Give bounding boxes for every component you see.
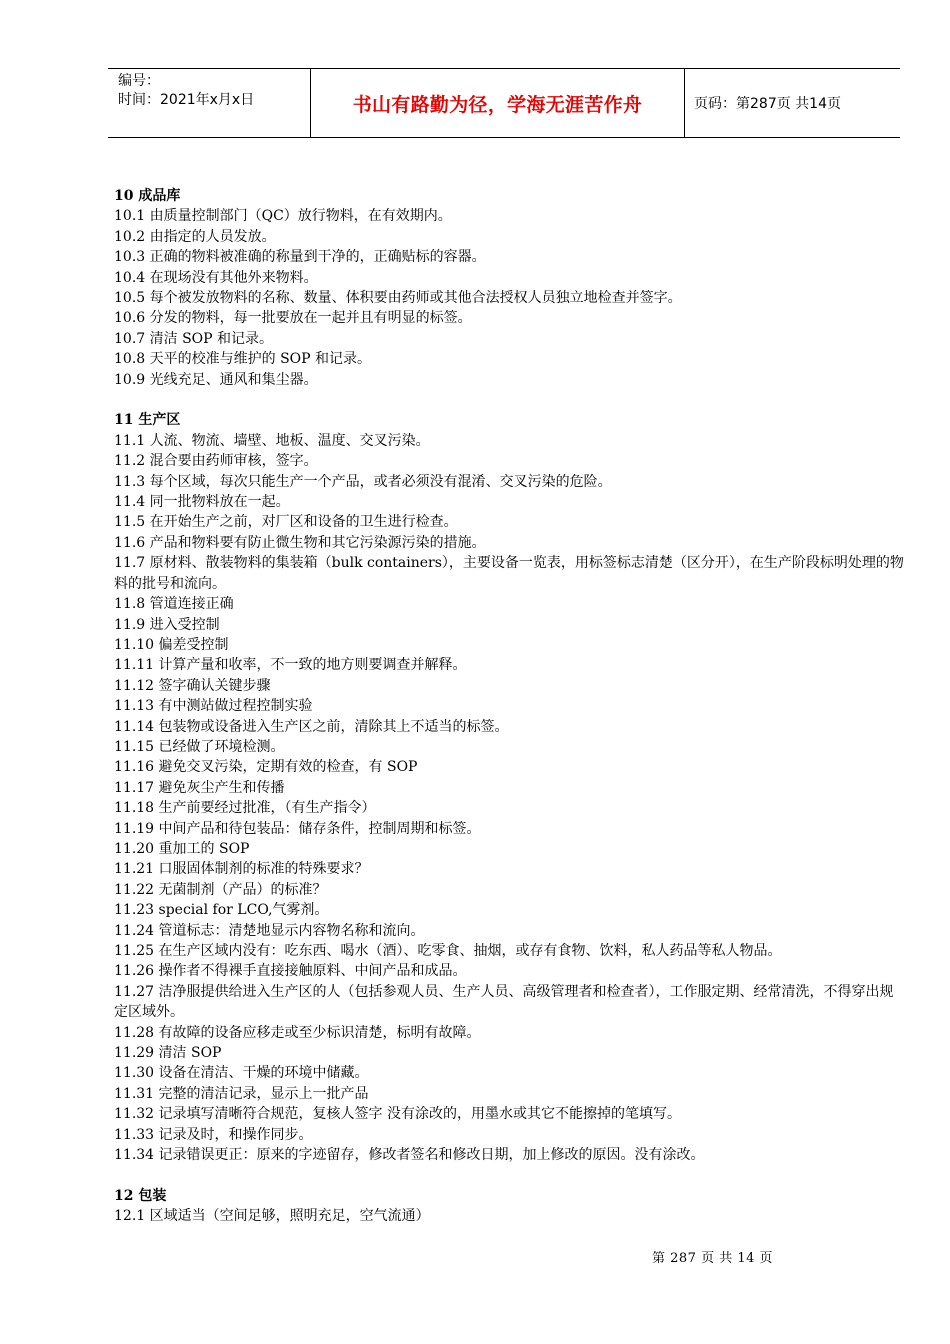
document-line: 11.1 人流、物流、墙壁、地板、温度、交叉污染。 — [114, 432, 430, 449]
document-line: 11.30 设备在清洁、干燥的环境中储藏。 — [114, 1065, 369, 1082]
document-line: 10.2 由指定的人员发放。 — [114, 228, 276, 245]
document-line: 11.34 记录错误更正：原来的字迹留存，修改者签名和修改日期，加上修改的原因。没有涂改。 — [114, 1147, 705, 1164]
document-line: 11.17 避免灰尘产生和传播 — [114, 779, 285, 796]
document-line: 11.3 每个区域，每次只能生产一个产品，或者必须没有混淆、交叉污染的危险。 — [114, 473, 612, 490]
document-line: 11.11 计算产量和收率，不一致的地方则要调查并解释。 — [114, 657, 467, 674]
document-line: 11.18 生产前要经过批准，（有生产指令） — [114, 800, 376, 817]
document-line: 11.5 在开始生产之前，对厂区和设备的卫生进行检查。 — [114, 514, 458, 531]
document-line: 10.3 正确的物料被准确的称量到干净的，正确贴标的容器。 — [114, 249, 486, 266]
page-header — [108, 68, 900, 138]
document-line: 11.12 签字确认关键步骤 — [114, 677, 271, 694]
header-page-number: 页码：第287页 共14页 — [694, 96, 841, 112]
header-motto: 书山有路勤为径，学海无涯苦作舟 — [311, 69, 685, 137]
document-line: 11.27 洁净服提供给进入生产区的人（包括参观人员、生产人员、高级管理者和检查者），工作服定期、经常清洗，不得穿出规定区域外。 — [114, 983, 894, 1021]
document-line: 10.1 由质量控制部门（QC）放行物料，在有效期内。 — [114, 208, 452, 225]
document-line: 11.15 已经做了环境检测。 — [114, 738, 285, 755]
document-line: 11.21 口服固体制剂的标准的特殊要求？ — [114, 861, 369, 878]
document-line: 10.9 光线充足、通风和集尘器。 — [114, 371, 318, 388]
document-line: 12.1 区域适当（空间足够，照明充足，空气流通） — [114, 1208, 430, 1225]
document-line: 11.31 完整的清洁记录，显示上一批产品 — [114, 1085, 369, 1102]
document-line: 11.4 同一批物料放在一起。 — [114, 494, 290, 511]
document-line: 11.8 管道连接正确 — [114, 596, 234, 613]
section-title: 12 包装 — [114, 1187, 167, 1204]
document-line: 11.9 进入受控制 — [114, 616, 220, 633]
document-line: 11.10 偏差受控制 — [114, 636, 229, 653]
document-line: 11.33 记录及时，和操作同步。 — [114, 1126, 313, 1143]
document-line: 10.4 在现场没有其他外来物料。 — [114, 269, 318, 286]
document-line: 11.24 管道标志：清楚地显示内容物名称和流向。 — [114, 922, 425, 939]
document-line: 11.16 避免交叉污染，定期有效的检查，有 SOP — [114, 759, 418, 776]
header-meta — [108, 69, 311, 137]
document-line: 11.19 中间产品和待包装品：储存条件，控制周期和标签。 — [114, 820, 481, 837]
section-title: 10 成品库 — [114, 188, 181, 204]
document-line: 11.7 原材料、散装物料的集装箱（bulk containers），主要设备一览表，用标签标志清楚（区分开），在生产阶段标明处理的物料的批号和流向。 — [114, 555, 904, 592]
document-line: 11.6 产品和物料要有防止微生物和其它污染源污染的措施。 — [114, 534, 486, 551]
section-spacer — [114, 1165, 904, 1185]
document-line: 11.20 重加工的 SOP — [114, 840, 250, 857]
document-line: 10.8 天平的校准与维护的 SOP 和记录。 — [114, 351, 372, 368]
document-date: 时间：2021年x月x日 — [118, 92, 255, 108]
document-line: 11.26 操作者不得裸手直接接触原料、中间产品和成品。 — [114, 963, 467, 980]
document-line: 10.7 清洁 SOP 和记录。 — [114, 330, 274, 347]
document-line: 11.22 无菌制剂（产品）的标准？ — [114, 881, 327, 898]
document-line: 10.5 每个被发放物料的名称、数量、体积要由药师或其他合法授权人员独立地检查并签字。 — [114, 290, 682, 307]
document-line: 11.23 special for LCO,气雾剂。 — [114, 902, 329, 919]
document-line: 11.25 在生产区域内没有：吃东西、喝水（酒）、吃零食、抽烟，或存有食物、饮料，私人药品等私人物品。 — [114, 943, 782, 960]
document-number-label: 编号： — [118, 73, 160, 89]
section-spacer — [114, 390, 904, 410]
document-line: 11.32 记录填写清晰符合规范，复核人签字 没有涂改的，用墨水或其它不能擦掉的笔填写。 — [114, 1106, 681, 1123]
document-line: 11.29 清洁 SOP — [114, 1045, 222, 1062]
document-line: 11.13 有中测站做过程控制实验 — [114, 698, 313, 715]
section-title: 11 生产区 — [114, 412, 181, 429]
document-line: 10.6 分发的物料，每一批要放在一起并且有明显的标签。 — [114, 310, 472, 327]
page-footer: 第 287 页 共 14 页 — [652, 1251, 774, 1266]
document-line: 11.14 包装物或设备进入生产区之前，清除其上不适当的标签。 — [114, 718, 509, 735]
document-body — [114, 186, 904, 1227]
document-line: 11.2 混合要由药师审核，签字。 — [114, 453, 318, 470]
document-line: 11.28 有故障的设备应移走或至少标识清楚，标明有故障。 — [114, 1024, 481, 1041]
